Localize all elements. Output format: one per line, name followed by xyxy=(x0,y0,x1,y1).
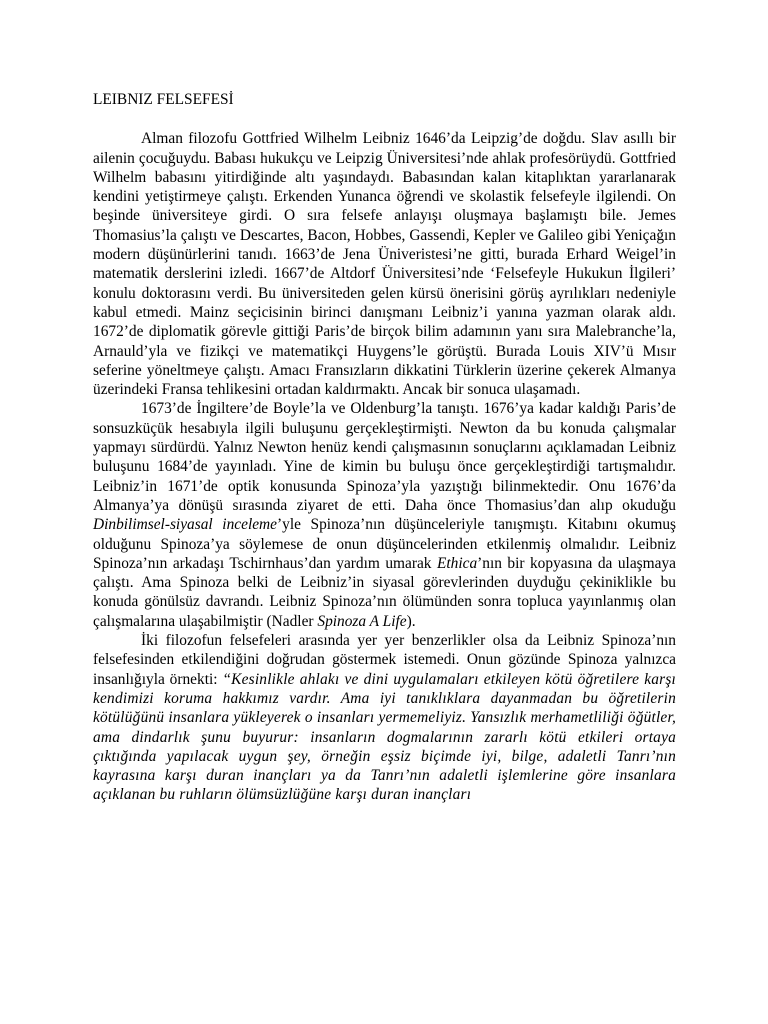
paragraph-1: Alman filozofu Gottfried Wilhelm Leibniz 1646’da Leipzig’de doğdu. Slav asıllı bir ailenin çocuğuydu. Babası hukukçu ve Leipzig Üniversitesi’nde ahlak profesörüydü. Gottfried Wilhelm babasını yitirdiğinde altı yaşındaydı. Babasından kalan kitaplıktan yararlanarak kendini yetiştirmeye çalıştı. Erkenden Yunanca öğrendi ve skolastik felsefeyle ilgilendi. On beşinde üniversiteye girdi. O sıra felsefe anlayışı oluşmaya başlamıştı bile. Jemes Thomasius’la çalıştı ve Descartes, Bacon, Hobbes, Gassendi, Kepler ve Galileo gibi Yeniçağın modern düşünürlerini tanıdı. 1663’de Jena Üniveristesi’ne gitti, burada Erhard Weigel’in matematik derslerini izledi. 1667’de Altdorf Üniversitesi’nde ‘Felsefeyle Hukukun İlgileri’ konulu doktorasını verdi. Bu üniversiteden gelen kürsü önerisini görüş ayrılıkları nedeniyle kabul etmedi. Mainz seçicisinin birinci danışmanı Leibniz’i yanına yazman olarak aldı. 1672’de diplomatik görevle gittiği Paris’de birçok bilim adamının yanı sıra Malebranche’la, Arnauld’yla ve fizikçi ve matematikçi Huygens’le görüştü. Burada Louis XIV’ü Mısır seferine yöneltmeye çalıştı. Amacı Fransızların dikkatini Türklerin üzerine çekerek Almanya üzerindeki Fransa tehlikesini ortadan kaldırmaktı. Ancak bir sonuca ulaşamadı. xyxy=(93,130,676,399)
paragraph-2-text-c: ’nın bir kopyasına da ulaşmaya çalıştı. Ama Spinoza belki de Leibniz’in siyasal görevlerinden duyduğu çekiniklikle bu konuda gönülsüz davrandı. Leibniz Spinoza’nın ölümünden sonra topluca yayınlanmış olan çalışmalarına ulaşabilmiştir (Nadler xyxy=(93,554,676,630)
paragraph-2-text-d: ). xyxy=(406,612,416,630)
document-title: LEIBNIZ FELSEFESİ xyxy=(93,91,234,108)
paragraph-3 xyxy=(93,631,676,805)
paragraph-2-text-b: ’yle Spinoza’nın düşünceleriyle tanışmıştı. Kitabını okumuş olduğunu Spinoza’ya söylemese de onun düşüncelerinden etkilenmiş olmalıdır. Leibniz Spinoza’nın arkadaşı Tschirnhaus’dan yardım umarak xyxy=(93,516,676,572)
document-page xyxy=(93,90,676,805)
book-title-ethica: Ethica xyxy=(436,554,478,572)
book-title-dinbilimsel: Dinbilimsel-siyasal inceleme xyxy=(93,516,277,534)
book-title-spinoza-a-life: Spinoza A Life xyxy=(317,612,407,630)
leibniz-quote: “Kesinlikle ahlakı ve dini uygulamaları etkileyen kötü öğretilere karşı kendimizi koruma hakkımız vardır. Ama iyi tanıklıklara dayanmadan bu öğretilerin kötülüğünü insanlara yükleyerek o insanları yermemeliyiz. Yansızlık merhametliliği öğütler, ama dindarlık şunu buyurur: insanların dogmalarının zararlı kötü etkileri ortaya çıktığında yapılacak uygun şey, örneğin eşsiz biçimde iyi, bilge, adaletli Tanrı’nın kayrasına karşı duran inançları ya da Tanrı’nın adaletli işlemlerine göre insanlara açıklanan bu ruhların ölümsüzlüğüne karşı duran inançları xyxy=(93,670,676,804)
paragraph-2 xyxy=(93,399,676,631)
paragraph-2-text-a: 1673’de İngiltere’de Boyle’la ve Oldenburg’la tanıştı. 1676’ya kadar kaldığı Paris’de sonsuzküçük hesabıyla ilgili buluşunu gerçekleştirmişti. Newton da bu konuda çalışmalar yapmayı sürdürdü. Yalnız Newton henüz kendi çalışmasının sonuçlarını açıklamadan Leibniz buluşunu 1684’de yayınladı. Yine de kimin bu buluşu önce gerçekleştirdiği tartışmalıdır. Leibniz’in 1671’de optik konusunda Spinoza’yla yazıştığı bilinmektedir. Onu 1676’da Almanya’ya dönüşü sırasında ziyaret de etti. Daha önce Thomasius’dan alıp okuduğu xyxy=(93,400,676,514)
paragraph-3-text-a: İki filozofun felsefeleri arasında yer yer benzerlikler olsa da Leibniz Spinoza’nın felsefesinden etkilendiğini doğrudan göstermek istemedi. Onun gözünde Spinoza yalnızca insanlığıyla örnekti: xyxy=(93,632,676,688)
